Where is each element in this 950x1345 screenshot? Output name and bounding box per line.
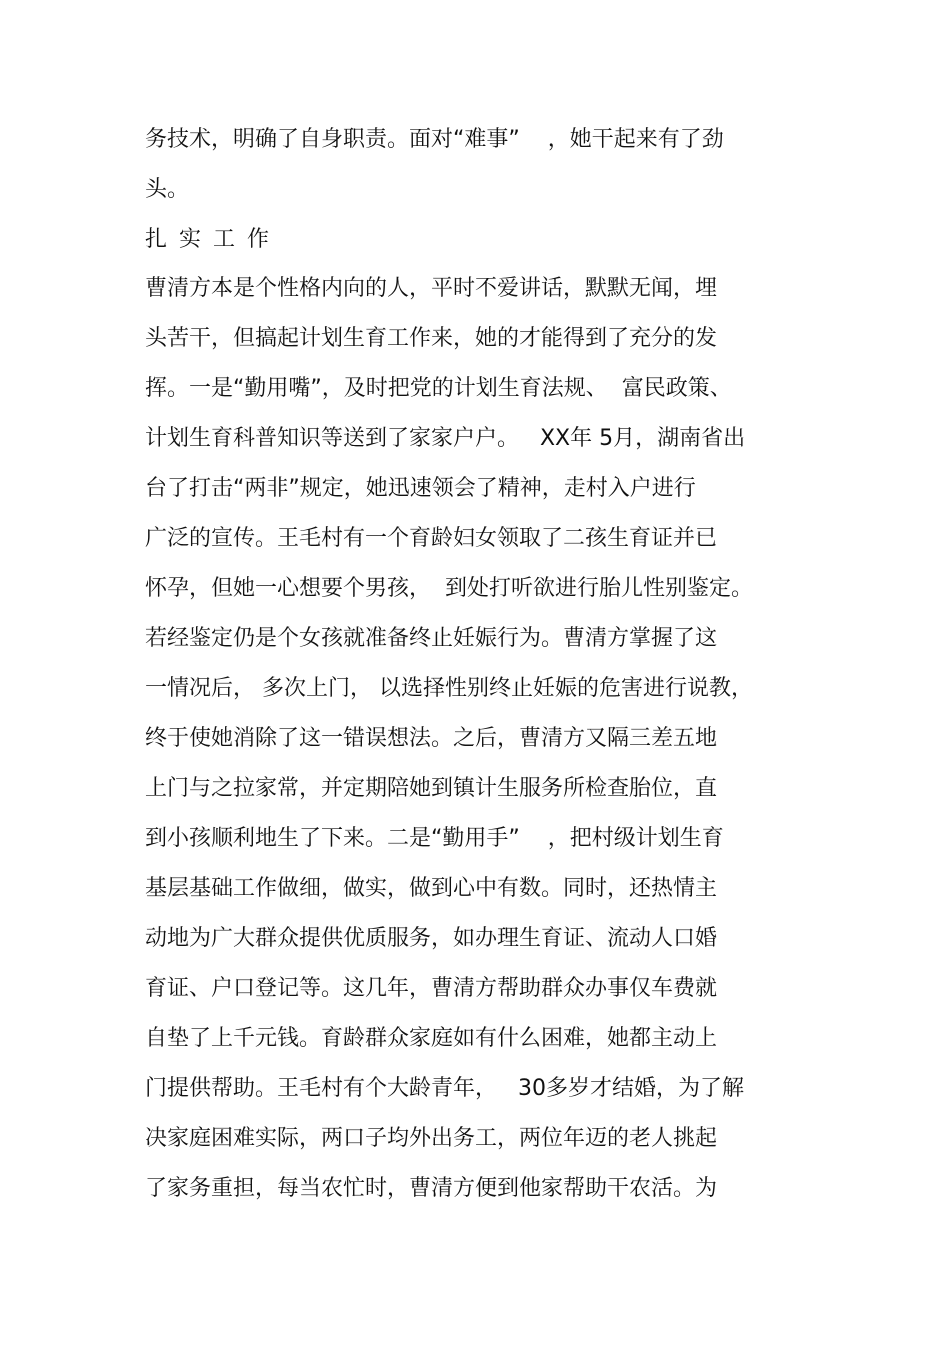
paragraph-line: 门提供帮助。王毛村有个大龄青年， 30多岁才结婚，为了解 bbox=[145, 1076, 744, 1101]
paragraph-line: 到小孩顺利地生了下来。二是“勤用手” ，把村级计划生育 bbox=[145, 826, 724, 851]
paragraph-line: 台了打击“两非”规定，她迅速领会了精神，走村入户进行 bbox=[145, 476, 696, 501]
section-heading: 扎实工作 bbox=[145, 227, 282, 252]
paragraph-line: 头。 bbox=[145, 177, 190, 202]
paragraph-line: 广泛的宣传。王毛村有一个育龄妇女领取了二孩生育证并已 bbox=[145, 526, 718, 551]
paragraph-line: 务技术，明确了自身职责。面对“难事” ，她干起来有了劲 bbox=[145, 127, 724, 152]
paragraph-line: 若经鉴定仍是个女孩就准备终止妊娠行为。曹清方掌握了这 bbox=[145, 626, 718, 651]
paragraph-line: 终于使她消除了这一错误想法。之后，曹清方又隔三差五地 bbox=[145, 726, 718, 751]
paragraph-line: 基层基础工作做细，做实，做到心中有数。同时，还热情主 bbox=[145, 876, 718, 901]
paragraph-line: 挥。一是“勤用嘴”，及时把党的计划生育法规、 富民政策、 bbox=[145, 376, 732, 401]
paragraph-line: 自垫了上千元钱。育龄群众家庭如有什么困难，她都主动上 bbox=[145, 1026, 718, 1051]
paragraph-line: 一情况后， 多次上门， 以选择性别终止妊娠的危害进行说教， bbox=[145, 676, 753, 701]
paragraph-line: 动地为广大群众提供优质服务，如办理生育证、流动人口婚 bbox=[145, 926, 718, 951]
paragraph-line: 头苦干，但搞起计划生育工作来，她的才能得到了充分的发 bbox=[145, 326, 718, 351]
paragraph-line: 上门与之拉家常，并定期陪她到镇计生服务所检查胎位，直 bbox=[145, 776, 718, 801]
paragraph-line: 育证、户口登记等。这几年，曹清方帮助群众办事仅车费就 bbox=[145, 976, 718, 1001]
paragraph-line: 怀孕，但她一心想要个男孩， 到处打听欲进行胎儿性别鉴定。 bbox=[145, 576, 753, 601]
paragraph-line: 了家务重担，每当农忙时，曹清方便到他家帮助干农活。为 bbox=[145, 1176, 718, 1201]
paragraph-line: 决家庭困难实际，两口子均外出务工，两位年迈的老人挑起 bbox=[145, 1126, 718, 1151]
paragraph-line: 计划生育科普知识等送到了家家户户。 XX年 5月，湖南省出 bbox=[145, 426, 746, 451]
paragraph-line: 曹清方本是个性格内向的人，平时不爱讲话，默默无闻，埋 bbox=[145, 276, 718, 301]
